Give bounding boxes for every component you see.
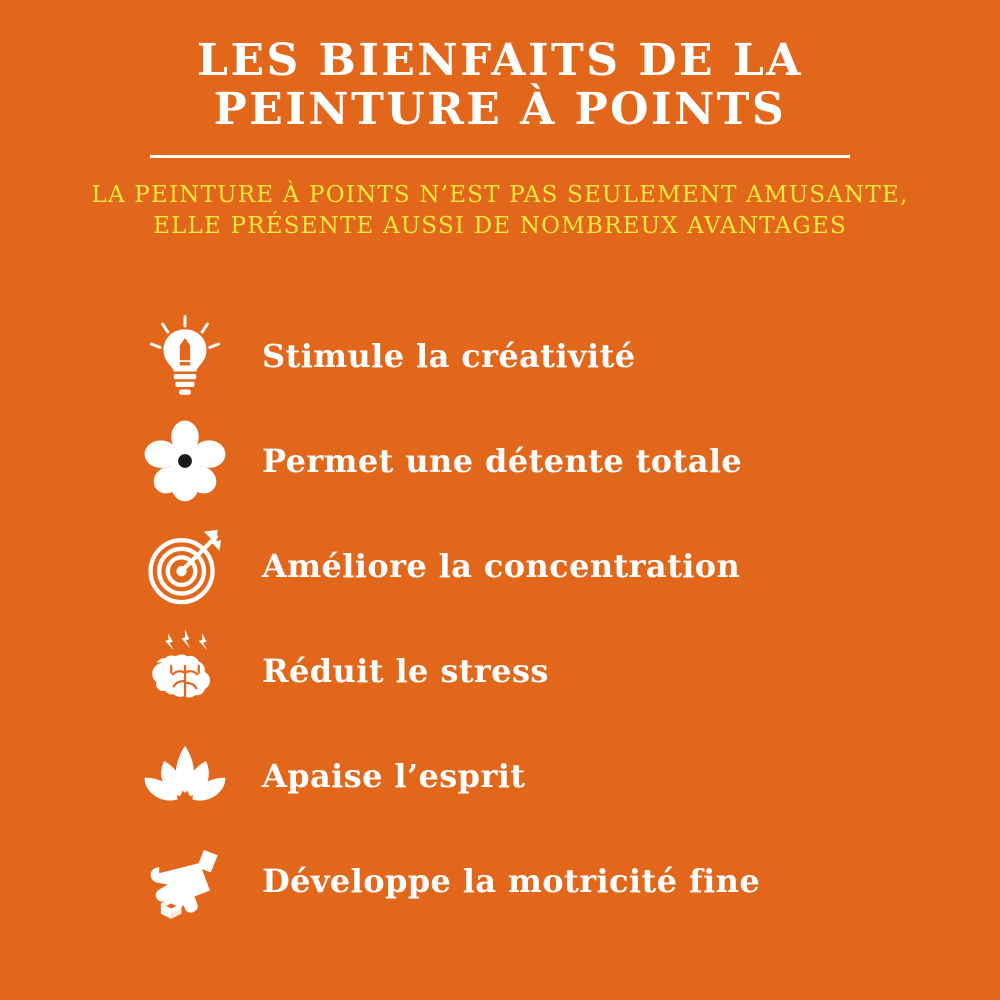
page-title: LES BIENFAITS DE LA PEINTURE À POINTS	[197, 35, 803, 136]
list-item-label: Développe la motricité fine	[262, 862, 761, 901]
list-item-label: Stimule la créativité	[262, 337, 636, 376]
hand-holding-block-icon	[130, 831, 240, 931]
list-item-label: Permet une détente totale	[262, 442, 743, 481]
list-item	[130, 514, 1000, 619]
target-arrow-icon	[130, 516, 240, 616]
list-item	[130, 619, 1000, 724]
poster-subtitle: LA PEINTURE À POINTS N’EST PAS SEULEMENT AMUSANTE, ELLE PRÉSENTE AUSSI DE NOMBREUX AVANTAGES	[91, 181, 909, 239]
list-item-label: Réduit le stress	[262, 652, 549, 691]
list-item	[130, 304, 1000, 409]
benefits-list	[0, 304, 1000, 934]
brain-lightning-icon	[130, 621, 240, 721]
flower-icon	[130, 411, 240, 511]
lightbulb-pencil-icon	[130, 306, 240, 406]
list-item	[130, 409, 1000, 514]
list-item	[130, 829, 1000, 934]
list-item	[130, 724, 1000, 829]
list-item-label: Améliore la concentration	[262, 547, 741, 586]
list-item-label: Apaise l’esprit	[262, 757, 526, 796]
lotus-icon	[130, 726, 240, 826]
poster-header	[0, 0, 1000, 242]
title-divider	[150, 155, 850, 158]
